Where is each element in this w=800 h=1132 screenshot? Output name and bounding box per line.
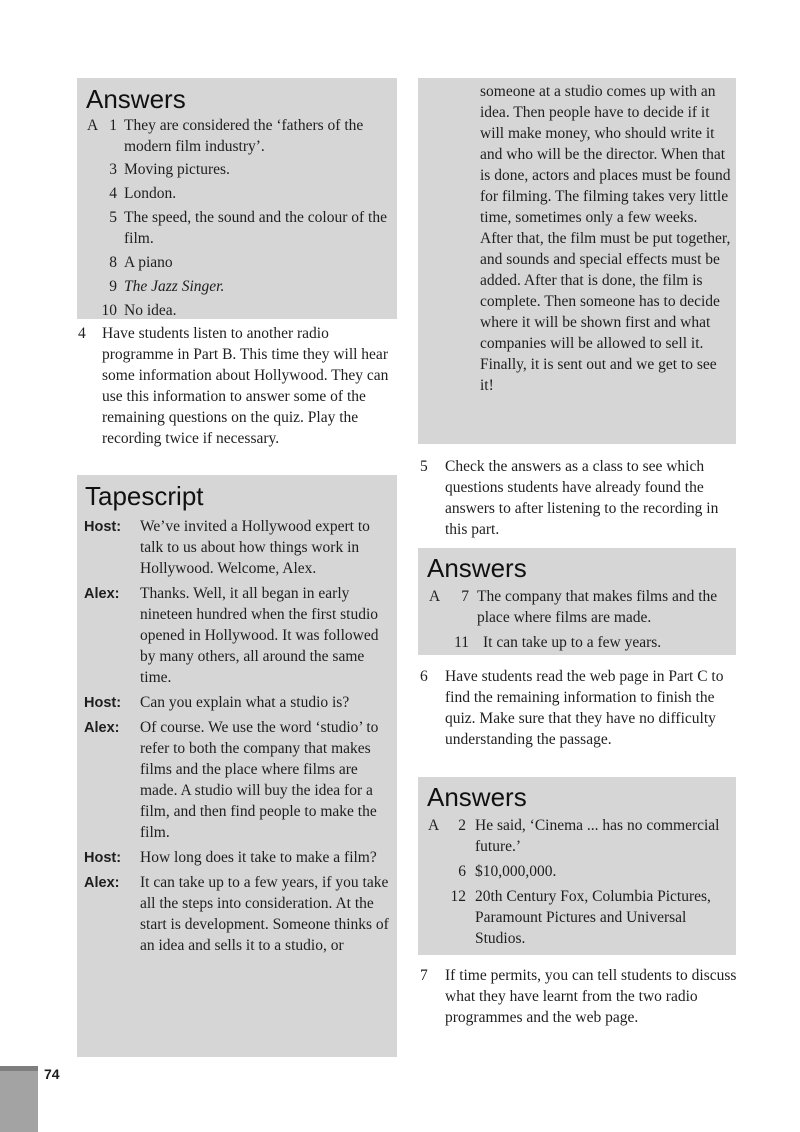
step-text: If time permits, you can tell students to discuss what they have learnt from the two radio programmes and the web page. (445, 967, 737, 1026)
page-corner-tab (0, 1066, 38, 1132)
answer-text: He said, ‘Cinema ... has no commercial future.’ (475, 817, 720, 855)
answer-text: No idea. (124, 302, 177, 319)
answer-item (429, 632, 729, 653)
instruction-step-5 (420, 456, 736, 540)
answers-title: Answers (427, 782, 527, 812)
answers-title: Answers (427, 553, 527, 583)
answer-text: It can take up to a few years. (483, 634, 662, 651)
answer-item (87, 207, 392, 249)
tapescript-title: Tapescript (85, 481, 204, 511)
answer-item (428, 861, 728, 882)
step-number: 7 (420, 967, 428, 984)
instruction-step-7 (420, 965, 738, 1028)
answer-section-letter: A (429, 588, 441, 605)
step-number: 4 (78, 325, 86, 342)
answer-text: The company that makes films and the place where films are made. (477, 588, 718, 626)
utterance-text: Thanks. Well, it all began in early nineteen hundred when the first studio opened in Hollywood. It was followed by many others, all around the same time. (140, 585, 379, 686)
tapescript-lines (84, 516, 389, 960)
speaker-label: Host: (84, 519, 122, 535)
page-number: 74 (44, 1066, 60, 1082)
answers-title: Answers (86, 84, 186, 114)
tapescript-continuation-text: someone at a studio comes up with an idea. Then people have to decide if it will make money, who should write it and who will be the director. When that is done, actors and places must be found for filming. The filming takes very little time, sometimes only a few weeks. After that, the film must be put together, and sounds and special effects must be added. After that is done, the film is complete. Then someone has to decide where it will be shown first and what companies will be allowed to sell it. Finally, it is sent out and we get to see it! (480, 83, 731, 394)
answer-section-letter: A (428, 817, 440, 834)
speaker-label: Host: (84, 850, 122, 866)
utterance-text: It can take up to a few years, if you take all the steps into consideration. At the start is development. Someone thinks of an idea and sells it to a studio, or (140, 874, 389, 954)
utterance-text: Of course. We use the word ‘studio’ to refer to both the company that makes films and the place where films are made. A studio will buy the idea for a film, and then find people to make the film. (140, 719, 379, 841)
answer-item (87, 252, 392, 273)
answer-number: 10 (101, 302, 117, 319)
answer-number: 3 (109, 161, 117, 178)
step-number: 5 (420, 458, 428, 475)
answers-list (428, 815, 728, 949)
speaker-label: Alex: (84, 720, 120, 736)
answer-number: 6 (458, 863, 466, 880)
answer-text: A piano (124, 254, 173, 271)
answer-item (87, 115, 392, 157)
tapescript-continuation-box (418, 78, 736, 444)
answer-number: 1 (109, 117, 117, 134)
answers-box-2 (418, 548, 736, 655)
answer-text: London. (124, 185, 177, 202)
tapescript-line (84, 717, 389, 843)
answer-text: Moving pictures. (124, 161, 230, 178)
answer-item (87, 276, 392, 297)
answer-text: $10,000,000. (475, 863, 557, 880)
speaker-label: Alex: (84, 586, 120, 602)
utterance-text: Can you explain what a studio is? (140, 694, 350, 711)
answer-text: 20th Century Fox, Columbia Pictures, Paramount Pictures and Universal Studios. (475, 888, 711, 947)
answer-item (428, 886, 728, 949)
tapescript-line (84, 516, 389, 579)
answer-number: 12 (450, 888, 466, 905)
tapescript-line (84, 872, 389, 956)
step-text: Have students listen to another radio programme in Part B. This time they will hear some information about Hollywood. They can use this information to answer some of the remaining questions on the quiz. Play the recording twice if necessary. (102, 325, 389, 447)
answer-number: 2 (458, 817, 466, 834)
utterance-text: How long does it take to make a film? (140, 849, 377, 866)
answer-item (429, 586, 729, 628)
answer-text: The Jazz Singer. (124, 278, 225, 295)
tapescript-box (77, 475, 397, 1057)
step-text: Have students read the web page in Part C to find the remaining information to finish the quiz. Make sure that they have no difficulty understanding the passage. (445, 668, 724, 748)
utterance-text: We’ve invited a Hollywood expert to talk to us about how things work in Hollywood. Welcome, Alex. (140, 518, 370, 577)
answer-number: 8 (109, 254, 117, 271)
tapescript-line (84, 692, 389, 713)
speaker-label: Host: (84, 695, 122, 711)
answers-list (429, 586, 729, 653)
instruction-step-6 (420, 666, 738, 750)
answer-item (87, 183, 392, 204)
tapescript-line (84, 847, 389, 868)
step-number: 6 (420, 668, 428, 685)
answer-text: The speed, the sound and the colour of the film. (124, 209, 387, 247)
page-corner-tab-edge (0, 1066, 38, 1071)
answer-number: 4 (109, 185, 117, 202)
answer-number: 5 (109, 209, 117, 226)
answers-box-1 (77, 78, 397, 319)
answers-box-3 (418, 777, 736, 955)
answer-section-letter: A (87, 117, 99, 134)
answer-item (87, 300, 392, 321)
answer-item (87, 159, 392, 180)
answer-item (428, 815, 728, 857)
answer-number: 7 (461, 588, 469, 605)
answer-number: 9 (109, 278, 117, 295)
speaker-label: Alex: (84, 875, 120, 891)
tapescript-line (84, 583, 389, 688)
answers-list (87, 115, 392, 321)
answer-number: 11 (454, 634, 469, 651)
instruction-step-4 (78, 323, 396, 449)
answer-text: They are considered the ‘fathers of the modern film industry’. (124, 117, 364, 155)
step-text: Check the answers as a class to see which questions students have already found the answers to after listening to the recording in this part. (445, 458, 719, 538)
